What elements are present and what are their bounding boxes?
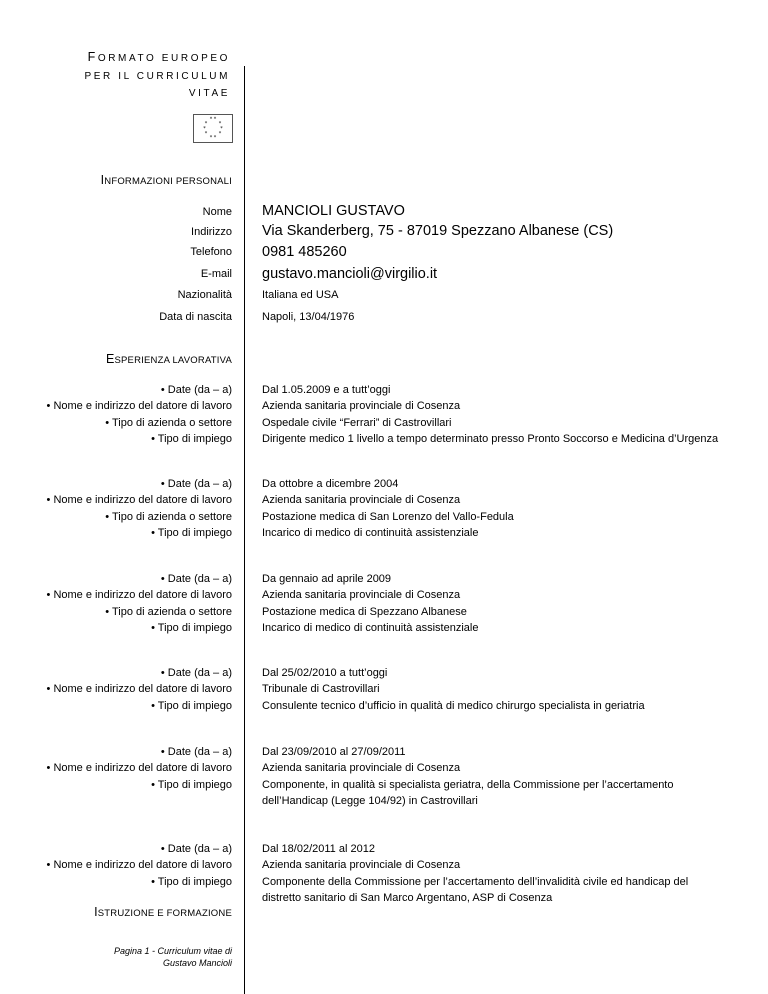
value-nazionalita: Italiana ed USA (262, 289, 339, 301)
experience-entry-4 (262, 665, 732, 714)
experience-entry-6 (262, 841, 732, 906)
section-title-education (94, 905, 232, 919)
svg-text:*: * (218, 131, 222, 137)
footer-line-1: Pagina 1 - Curriculum vitae di (113, 946, 232, 956)
svg-text:* *: * * (209, 116, 217, 123)
experience-entry-2-labels (47, 476, 232, 541)
entry-sector: Ospedale civile “Ferrari” di Castrovillari (262, 416, 452, 429)
value-email[interactable]: gustavo.mancioli@virgilio.it (262, 266, 438, 282)
entry-employer: Azienda sanitaria provinciale di Cosenza (262, 494, 461, 507)
section-rest: SPERIENZA LAVORATIVA (114, 355, 232, 366)
experience-entry-4-labels (47, 665, 232, 714)
label-date: • Date (da – a) (160, 478, 232, 490)
label-employer: • Nome e indirizzo del datore di lavoro (46, 589, 232, 602)
experience-entry-6-labels (47, 841, 232, 890)
label-job: • Tipo di impiego (151, 432, 232, 445)
svg-text:*: * (204, 131, 208, 137)
label-date: • Date (da – a) (160, 667, 232, 679)
eu-flag-icon (193, 114, 233, 143)
entry-job: Componente della Commissione per l’accertamento dell’invalidità civile ed handicap del distretto sanitario di San Marco Argentano, ASP di Cosenza (262, 875, 689, 904)
entry-date: Dal 25/02/2010 a tutt’oggi (262, 667, 388, 679)
label-date: • Date (da – a) (160, 573, 232, 585)
section-initial: I (100, 173, 105, 187)
section-initial: I (94, 905, 98, 919)
label-email: E-mail (200, 268, 232, 280)
experience-entry-3 (262, 571, 732, 636)
experience-entry-1-labels (47, 382, 232, 447)
label-nome: Nome (202, 206, 232, 218)
label-job: • Tipo di impiego (151, 875, 232, 888)
entry-employer: Azienda sanitaria provinciale di Cosenza (262, 762, 461, 775)
label-telefono: Telefono (190, 246, 232, 258)
label-job: • Tipo di impiego (151, 621, 232, 634)
label-employer: • Nome e indirizzo del datore di lavoro (46, 859, 232, 872)
label-employer: • Nome e indirizzo del datore di lavoro (46, 400, 232, 413)
footer-line-2: Gustavo Mancioli (162, 957, 232, 968)
entry-job: Incarico di medico di continuità assistenziale (262, 526, 479, 539)
svg-text:*: * (203, 126, 206, 132)
section-initial: E (105, 352, 115, 366)
label-employer: • Nome e indirizzo del datore di lavoro (46, 494, 232, 507)
entry-date: Da ottobre a dicembre 2004 (262, 478, 399, 490)
cv-title-line-1 (88, 50, 230, 64)
entry-job: Consulente tecnico d’ufficio in qualità di medico chirurgo specialista in geriatria (262, 699, 645, 712)
value-data-di-nascita: Napoli, 13/04/1976 (262, 311, 355, 323)
entry-date: Dal 1.05.2009 e a tutt’oggi (262, 384, 391, 396)
entry-date: Dal 23/09/2010 al 27/09/2011 (262, 746, 406, 758)
svg-text:*: * (220, 126, 223, 132)
value-indirizzo: Via Skanderberg, 75 - 87019 Spezzano Albanese (CS) (262, 223, 614, 239)
label-job: • Tipo di impiego (151, 699, 232, 712)
label-sector: • Tipo di azienda o settore (105, 416, 232, 429)
label-date: • Date (da – a) (160, 746, 232, 758)
experience-entry-5-labels (47, 744, 232, 793)
svg-text:* *: * * (209, 135, 217, 141)
entry-date: Da gennaio ad aprile 2009 (262, 573, 392, 585)
label-nazionalita: Nazionalità (177, 289, 232, 301)
vertical-divider-line (244, 66, 245, 994)
cv-title-line-3: VITAE (188, 88, 230, 99)
cv-title-line-2: PER IL CURRICULUM (84, 71, 230, 82)
entry-sector: Postazione medica di San Lorenzo del Vallo-Fedula (262, 510, 514, 523)
entry-employer: Azienda sanitaria provinciale di Cosenza (262, 400, 461, 413)
entry-job: Componente, in qualità si specialista geriatra, della Commissione per l’accertamento dell’Handicap (Legge 104/92) in Castrovillari (262, 778, 674, 807)
section-title-personal (101, 173, 232, 187)
label-date: • Date (da – a) (160, 843, 232, 855)
label-employer: • Nome e indirizzo del datore di lavoro (46, 683, 232, 696)
section-rest: STRUZIONE E FORMAZIONE (97, 908, 232, 919)
value-telefono: 0981 485260 (262, 244, 347, 260)
entry-job: Incarico di medico di continuità assistenziale (262, 621, 479, 634)
cv-title-rest: ORMATO EUROPEO (97, 53, 230, 64)
label-sector: • Tipo di azienda o settore (105, 510, 232, 523)
label-data-di-nascita: Data di nascita (159, 311, 232, 323)
label-indirizzo: Indirizzo (191, 226, 232, 238)
section-rest: NFORMAZIONI PERSONALI (104, 176, 232, 187)
cv-title-initial: F (87, 50, 98, 64)
label-job: • Tipo di impiego (151, 778, 232, 791)
experience-entry-2 (262, 476, 732, 541)
entry-employer: Azienda sanitaria provinciale di Cosenza (262, 859, 461, 872)
entry-employer: Tribunale di Castrovillari (262, 683, 380, 696)
entry-date: Dal 18/02/2011 al 2012 (262, 843, 375, 855)
section-title-experience (106, 352, 232, 366)
experience-entry-1 (262, 382, 732, 447)
label-sector: • Tipo di azienda o settore (105, 605, 232, 618)
entry-job: Dirigente medico 1 livello a tempo determinato presso Pronto Soccorso e Medicina d’Urgenza (262, 432, 719, 445)
experience-entry-5 (262, 744, 732, 809)
value-nome: MANCIOLI GUSTAVO (262, 203, 405, 219)
svg-text:*: * (204, 121, 208, 127)
label-job: • Tipo di impiego (151, 526, 232, 539)
entry-sector: Postazione medica di Spezzano Albanese (262, 605, 467, 618)
label-date: • Date (da – a) (160, 384, 232, 396)
svg-text:*: * (218, 121, 222, 127)
page-footer (114, 946, 232, 969)
entry-employer: Azienda sanitaria provinciale di Cosenza (262, 589, 461, 602)
label-employer: • Nome e indirizzo del datore di lavoro (46, 762, 232, 775)
experience-entry-3-labels (47, 571, 232, 636)
